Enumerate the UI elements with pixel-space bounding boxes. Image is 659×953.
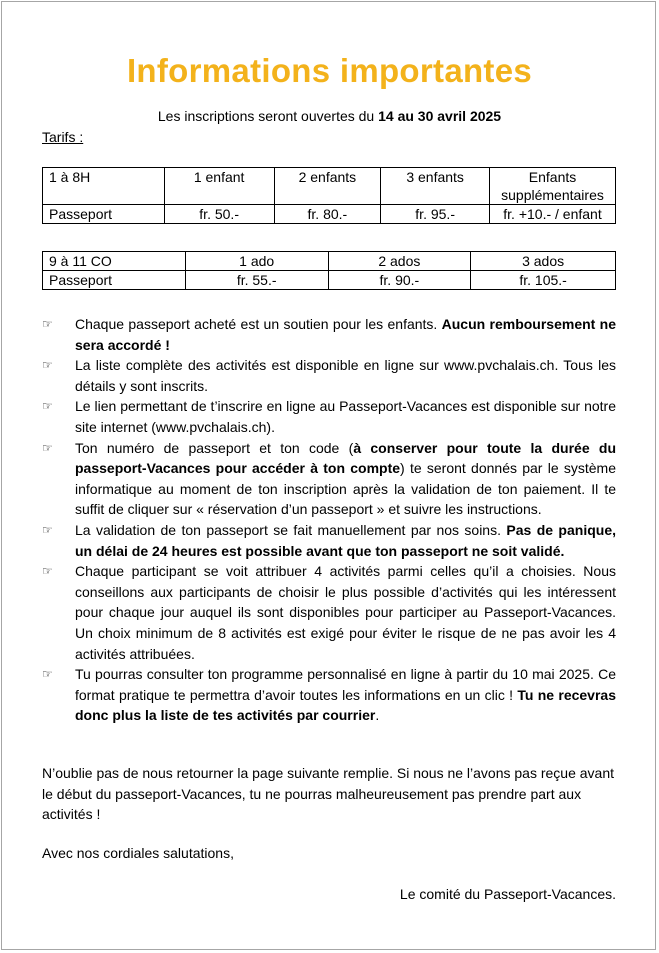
table-cell: fr. 95.- — [381, 205, 490, 224]
hand-pointing-icon: ☞ — [42, 358, 53, 373]
table-cell: 3 enfants — [381, 168, 490, 205]
list-item-text: La liste complète des activités est disponible en ligne sur www.pvchalais.ch. Tous les détails y sont inscrits. — [75, 357, 616, 394]
list-item — [42, 314, 616, 355]
return-page-note: N’oublie pas de nous retourner la page suivante remplie. Si nous ne l’avons pas reçue avant le début du passeport-Vacances, tu ne pourras malheureusement pas prendre part aux activités ! — [42, 765, 615, 823]
list-item — [42, 561, 616, 664]
list-item-text: Tu pourras consulter ton programme personnalisé en ligne à partir du 10 mai 2025. Ce format pratique te permettra d’avoir toutes les informations en un clic ! — [75, 666, 616, 703]
list-item-bold: Tu ne recevras donc plus la liste de tes activités par courrier — [75, 686, 616, 724]
list-item-text: La validation de ton passeport se fait manuellement par nos soins. — [75, 521, 507, 538]
list-item-text: Chaque participant se voit attribuer 4 activités parmi celles qu’il a choisies. Nous conseillons aux participants de choisir le plus possible d’activités qui les intéressent pour chaque jour auquel ils sont disponibles pour participer au Passeport-Vacances. Un choix minimum de 8 activités est exigé pour éviter le risque de ne pas avoir les 4 activités attribuées. — [75, 563, 616, 662]
table-header-row — [43, 168, 616, 205]
table-cell: 1 enfant — [164, 168, 274, 205]
table-row — [43, 205, 616, 224]
hand-pointing-icon: ☞ — [42, 440, 53, 455]
tarifs-label: Tarifs : — [42, 129, 84, 145]
list-item — [42, 664, 616, 726]
table-cell: 3 ados — [471, 252, 616, 271]
list-item-text: Ton numéro de passeport et ton code ( — [75, 439, 354, 456]
registration-dates-value: 14 au 30 avril 2025 — [378, 108, 502, 124]
table-cell: fr. 105.- — [471, 271, 616, 290]
table-cell: 2 enfants — [274, 168, 381, 205]
table-cell: Enfants supplémentaires — [490, 168, 616, 205]
closing-salutation: Avec nos cordiales salutations, — [42, 845, 234, 861]
info-list — [42, 314, 616, 726]
table-cell: fr. 90.- — [328, 271, 471, 290]
table-cell: fr. 55.- — [185, 271, 328, 290]
table-cell: 2 ados — [328, 252, 471, 271]
list-item-text: Chaque passeport acheté est un soutien pour les enfants. — [75, 316, 442, 332]
table-cell: fr. 50.- — [164, 205, 274, 224]
table-cell: 9 à 11 CO — [43, 252, 186, 271]
list-item — [42, 355, 616, 396]
table-cell: 1 à 8H — [43, 168, 165, 205]
list-item — [42, 396, 616, 437]
list-item-text: Le lien permettant de t’inscrire en ligne au Passeport-Vacances est disponible sur notre site internet (www.pvchalais.ch). — [75, 398, 616, 435]
hand-pointing-icon: ☞ — [42, 317, 53, 331]
table-header-row — [43, 252, 616, 271]
list-item — [42, 438, 616, 520]
table-cell: fr. +10.- / enfant — [490, 205, 616, 224]
hand-pointing-icon: ☞ — [42, 667, 53, 682]
table-cell: fr. 80.- — [274, 205, 381, 224]
hand-pointing-icon: ☞ — [42, 564, 53, 579]
hand-pointing-icon: ☞ — [42, 522, 53, 537]
signature: Le comité du Passeport-Vacances. — [399, 886, 616, 902]
list-item-bold: Aucun remboursement ne sera accordé ! — [75, 316, 616, 353]
table-cell: 1 ado — [185, 252, 328, 271]
list-item-bold: Pas de panique, un délai de 24 heures est possible avant que ton passeport ne soit validé. — [75, 521, 616, 559]
price-table-children — [42, 167, 616, 224]
table-cell: Passeport — [43, 205, 165, 224]
registration-dates — [0, 108, 659, 124]
list-item-bold: à conserver pour toute la durée du passeport-Vacances pour accéder à ton compte — [75, 439, 617, 477]
list-item-text: ) te seront donnés par le système informatique au moment de ton inscription après la validation de ton paiement. Il te suffit de cliquer sur « réservation d’un passeport » et suivre les instructions. — [75, 460, 616, 518]
registration-prefix: Les inscriptions seront ouvertes du — [157, 108, 379, 124]
price-table-teens — [42, 251, 616, 290]
table-row — [43, 271, 616, 290]
hand-pointing-icon: ☞ — [42, 399, 53, 414]
page-title: Informations importantes — [126, 52, 533, 89]
list-item-text: . — [375, 707, 380, 724]
table-cell: Passeport — [43, 271, 186, 290]
list-item — [42, 520, 616, 561]
